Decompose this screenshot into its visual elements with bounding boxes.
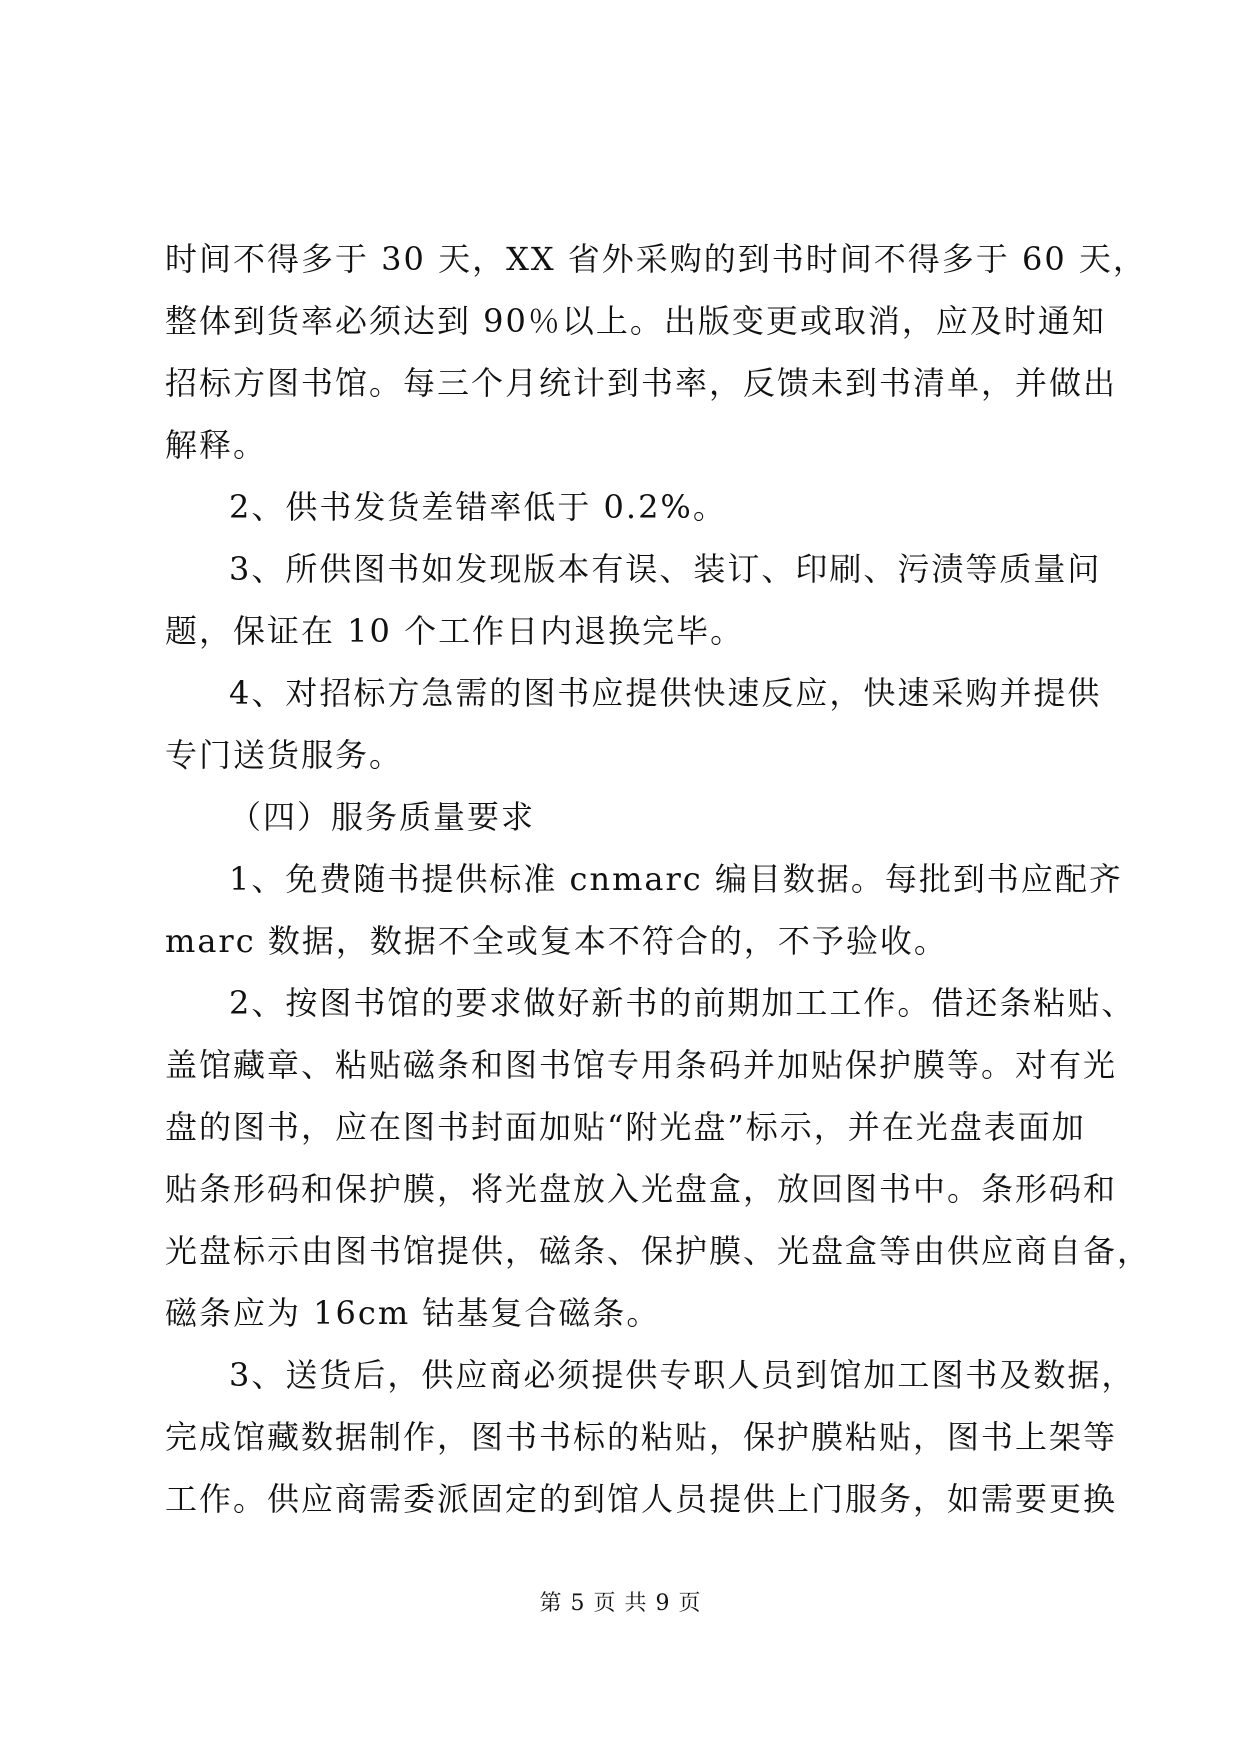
- list-item-3-line: 3、所供图书如发现版本有误、装订、印刷、污渍等质量问: [229, 550, 1102, 588]
- text-line: 盘的图书，应在图书封面加贴“附光盘”标示，并在光盘表面加: [165, 1108, 1086, 1146]
- list-item-4-line: 4、对招标方急需的图书应提供快速反应，快速采购并提供: [229, 674, 1102, 712]
- text-line: 招标方图书馆。每三个月统计到书率，反馈未到书清单，并做出: [165, 364, 1118, 402]
- text-line: 题，保证在 10 个工作日内退换完毕。: [165, 612, 745, 650]
- page-number-footer: 第 5 页 共 9 页: [539, 1591, 702, 1616]
- text-line: marc 数据，数据不全或复本不符合的，不予验收。: [165, 922, 948, 960]
- text-line: 贴条形码和保护膜，将光盘放入光盘盒，放回图书中。条形码和: [165, 1170, 1118, 1208]
- list-item-2-line: 2、供书发货差错率低于 0.2%。: [229, 488, 727, 526]
- text-line: 专门送货服务。: [165, 736, 404, 774]
- text-line: 解释。: [165, 426, 268, 464]
- text-line: 整体到货率必须达到 90％以上。出版变更或取消，应及时通知: [165, 302, 1106, 340]
- list-item-2-line: 2、按图书馆的要求做好新书的前期加工工作。借还条粘贴、: [229, 984, 1136, 1022]
- text-line: 光盘标示由图书馆提供，磁条、保护膜、光盘盒等由供应商自备，: [165, 1232, 1152, 1270]
- text-line: 盖馆藏章、粘贴磁条和图书馆专用条码并加贴保护膜等。对有光: [165, 1046, 1118, 1084]
- list-item-3-line: 3、送货后，供应商必须提供专职人员到馆加工图书及数据，: [229, 1356, 1136, 1394]
- text-line: 工作。供应商需委派固定的到馆人员提供上门服务，如需要更换: [165, 1480, 1118, 1518]
- text-line: 时间不得多于 30 天，XX 省外采购的到书时间不得多于 60 天，: [165, 240, 1147, 278]
- section-heading: （四）服务质量要求: [229, 798, 536, 836]
- text-line: 完成馆藏数据制作，图书书标的粘贴，保护膜粘贴，图书上架等: [165, 1418, 1118, 1456]
- list-item-1-line: 1、免费随书提供标准 cnmarc 编目数据。每批到书应配齐: [229, 860, 1123, 898]
- text-line: 磁条应为 16cm 钴基复合磁条。: [165, 1294, 661, 1332]
